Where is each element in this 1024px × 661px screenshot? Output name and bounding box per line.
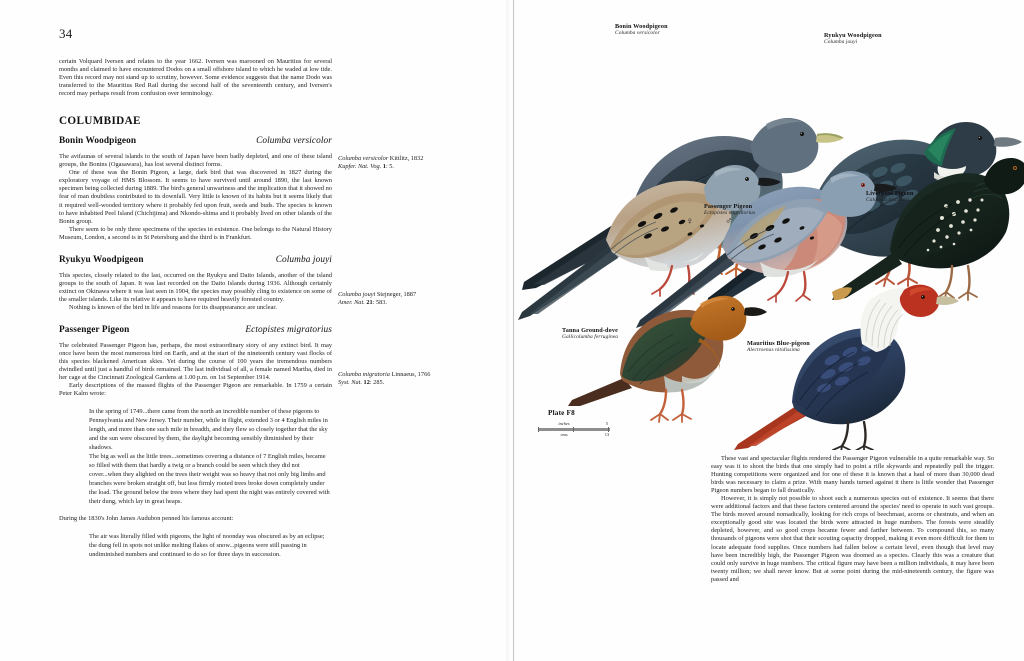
citation-name: Columba versicolor — [338, 155, 389, 162]
quote-paragraph: The big as well as the little trees...sometimes covering a distance of 7 English miles, became so filled with them that hardly a twig or a branch could be seen which they did not cover...when they alighted on the trees their weight was so heavy that not only big limbs and branches were broken straight off, but less firmly rooted trees broke down completely under the load. The ground below the trees where they had spent the night was entirely covered with their dung, which lay in great heaps. — [89, 453, 330, 506]
bird-latin-name: Gallicolumba ferruginea — [562, 334, 619, 341]
citation-name: Columba migratoria — [338, 371, 390, 378]
species-paragraph: The avifaunas of several islands to the south of Japan have been badly depleted, and one of these island groups, the Bonins (Ogasawara), has lost several distinct forms. — [59, 153, 332, 169]
species-paragraph: Nothing is known of the bird in life and reasons for its disappearance are unclear. — [69, 303, 277, 311]
citation-bonin-woodpigeon — [338, 155, 503, 172]
citation-volume: 1 — [382, 163, 386, 171]
quote-paragraph: In the spring of 1749...there came from the north an incredible number of these pigeons to Pennsylvania and New Jersey. Their number, while in flight, extended 3 or 4 English miles in length, and more than one such mile in breadth, and they flew so closely together that the sky and the sun were obscured by them, the daylight becoming sensibly diminished by their shadows. — [89, 408, 328, 452]
citation-volume: 21 — [366, 299, 373, 307]
bird-common-name: Tanna Ground-dove — [562, 327, 619, 334]
citation-page: : 583. — [372, 299, 387, 307]
species-common-name: Passenger Pigeon — [59, 324, 130, 335]
species-heading-ryukyu-woodpigeon — [59, 255, 332, 265]
species-latin-name: Columba jouyi — [275, 254, 332, 265]
bird-label-passenger-pigeon — [704, 203, 755, 217]
species-common-name: Bonin Woodpigeon — [59, 136, 137, 147]
bird-mauritius-blue-pigeon — [734, 285, 959, 450]
right-paragraph: These vast and spectacular flights rendered the Passenger Pigeon vulnerable in a quite remarkable way. So easy was it to shoot the birds that one simply had to point a rifle skywards and repeatedly pull the trigger. Hunting competitions were organized and for one of these it is known that a haul of more than 30,000 dead birds was necessary to claim a prize. With many hands turned against it there is little wonder that Passenger Pigeon numbers began to fall drastically. — [711, 455, 994, 495]
bird-common-name: Ryukyu Woodpigeon — [824, 32, 882, 39]
citation-ryukyu-woodpigeon — [338, 291, 503, 308]
right-page — [514, 0, 1024, 661]
citation-page: : 5. — [385, 163, 394, 171]
scale-unit-cms: cms — [560, 431, 568, 437]
bird-common-name: Passenger Pigeon — [704, 203, 753, 210]
quote-peter-kalm — [59, 407, 332, 506]
species-heading-bonin-woodpigeon — [59, 136, 332, 146]
species-paragraph: There seem to be only three specimens of the species in existence. One belongs to the Natural History Museum, London, a second is in St Petersburg and the third is in Frankfurt. — [59, 225, 332, 241]
scale-top-labels — [538, 421, 610, 428]
citation-source: Amer. Nat. — [338, 299, 365, 307]
scale-value-cms: 13 — [604, 431, 610, 437]
scale-unit-inches: inches — [558, 421, 570, 426]
bird-common-name: Bonin Woodpigeon — [615, 23, 668, 30]
family-heading: COLUMBIDAE — [59, 115, 141, 128]
citation-page: : 285. — [369, 379, 385, 387]
plate-caption — [538, 409, 610, 438]
citation-author: Kittlitz, 1832 — [388, 155, 424, 162]
bird-tanna-ground-dove — [568, 296, 767, 422]
species-paragraph: One of these was the Bonin Pigeon, a large, dark bird that was discovered in 1827 during the exploratory voyage of HMS Blossom. It seems to have survived until around 1890, the last known specimen being collected during 1889. The bird's general unwariness and the implication that it showed no fear of man doubtless contributed to its downfall. Very little is known of its habits but it seems likely that it required well-wooded territory where it probably fed upon fruit, seeds and buds. The species is known to have inhabited Peel Island (Chichijima) and Nkondo-shima and it probably lived on other islands of the Bonin group. — [59, 169, 332, 225]
scale-value-inches: 5 — [605, 421, 609, 426]
plate-title: Plate F8 — [548, 409, 575, 417]
citation-author: Stejneger, 1887 — [375, 291, 417, 298]
species-paragraph: Early descriptions of the massed flights of the Passenger Pigeon are remarkable. In 1759 a certain Peter Kalm wrote: — [59, 382, 332, 398]
bird-common-name: Liverpool Pigeon — [866, 190, 914, 197]
page-number: 34 — [59, 26, 73, 41]
species-heading-passenger-pigeon — [59, 325, 332, 335]
bird-label-tanna-ground-dove — [562, 327, 618, 341]
left-text-column — [59, 58, 332, 559]
intro-paragraph: certain Volquard Iversen and relates to the year 1662. Iversen was marooned on Mauritius for several months and claimed to have encountered Dodos on a small offshore island to which he waded at low tide. Even this record may not stand up to scrutiny, however. Some evidence suggests that the name Dodo was transferred to the Mauritius Red Rail during the second half of the seventeenth century, and Iversen's record may perhaps result from confusion over terminology. — [59, 58, 332, 98]
bird-latin-name: Caloenas maculata — [866, 197, 910, 204]
citation-volume: 12 — [363, 379, 370, 387]
citation-name: Columba jouyi — [338, 291, 376, 298]
bird-label-bonin-woodpigeon — [615, 23, 668, 37]
species-common-name: Ryukyu Woodpigeon — [59, 254, 144, 265]
citation-author: Linnaeus, 1766 — [389, 371, 431, 378]
bird-latin-name: Ectopistes migratorius — [704, 210, 756, 217]
bird-label-ryukyu-woodpigeon — [824, 32, 882, 46]
right-text-column — [711, 455, 994, 584]
scale-bottom-labels — [538, 431, 610, 438]
quote-audubon — [59, 532, 332, 559]
species-paragraph: The celebrated Passenger Pigeon has, perhaps, the most extraordinary story of any extinct bird. It may once have been the most numerous bird on Earth, and at the start of the nineteenth century vast flocks of this species blackened American skies. Yet during the course of 100 years the tremendous numbers dwindled until just a handful of birds remained. The last individual of all, a female named Martha, died in her cage at the Cincinnati Zoological Gardens at 1.00 p.m. on 1st September 1914. — [59, 341, 332, 382]
citation-source: Syst. Nat. — [338, 379, 362, 387]
quote-paragraph: The air was literally filled with pigeons, the light of noonday was obscured as by an eclipse; the dung fell in spots not unlike melting flakes of snow...pigeons were still passing in undiminished numbers and continued to do so for three days in succession. — [89, 533, 325, 559]
species-latin-name: Columba versicolor — [256, 136, 332, 147]
female-symbol-icon: ♀ — [686, 216, 694, 227]
citation-source: Kupfer. Nat. Vog. — [338, 163, 382, 171]
bird-label-mauritius-blue-pigeon — [747, 340, 810, 354]
audubon-lead-in: During the 1830's John James Audubon penned his famous account: — [59, 515, 234, 523]
male-symbol-icon: ♂ — [725, 216, 733, 227]
bird-label-liverpool-pigeon — [866, 190, 914, 204]
species-paragraph: This species, closely related to the last, occurred on the Ryukyu and Daito Islands, another of the island groups to the south of Japan. It was last recorded on the Daito Islands during 1936. Although certainly extinct on Okinawa where it was last seen in 1904, the species may possibly cling to existence on some of the smaller islands. Like its relative it appears to have required heavily forested country. — [59, 271, 332, 303]
bird-latin-name: Alectroenas nitidissima — [747, 347, 800, 354]
bird-common-name: Mauritius Blue-pigeon — [747, 340, 810, 347]
bird-plate-illustration — [514, 0, 1024, 450]
right-paragraph: However, it is simply not possible to shoot such a numerous species out of existence. It seems that there were additional factors and that these factors centered around the species' need to operate in such vast groups. The birds moved around nomadically, looking for rich crops of beechmast, acorns or chestnuts, and when an exceptionally good site was located the birds were attracted in huge numbers. The forests were steadily depleted, however, and so good crops became fewer and farther between. To compound this, so many thousands of pigeons were shot that their scouting capacity dropped, making it even more difficult for them to locate adequate food supplies. Once numbers had fallen below a certain level, even though that level may have been incredibly high, the Passenger Pigeon was doomed as a species. Clearly this was a creature that could only survive in huge numbers. The critical figure may have been a million individuals, it may have been twenty million; we shall never know. But at some point during the mid-nineteenth century, the figure was passed and — [711, 495, 994, 583]
bird-latin-name: Columba versicolor — [615, 30, 660, 37]
bird-latin-name: Columba jouyi — [824, 39, 858, 46]
species-latin-name: Ectopistes migratorius — [245, 324, 332, 335]
citation-passenger-pigeon — [338, 371, 503, 388]
scale-bar — [538, 421, 610, 438]
